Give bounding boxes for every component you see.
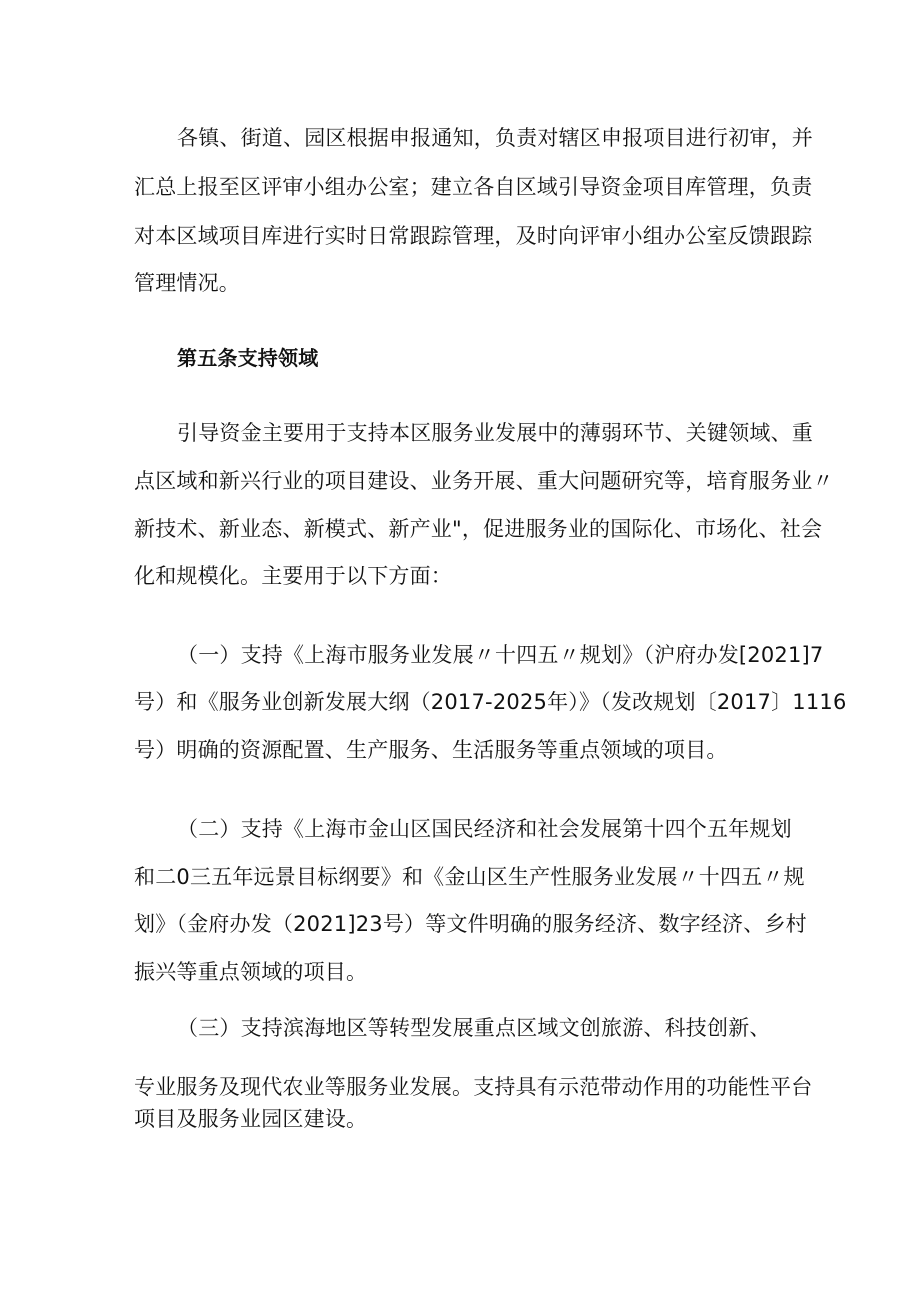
text-line: 划》（金府办发（2021]23号）等文件明确的服务经济、数字经济、乡村: [134, 912, 807, 936]
text-line: （二）支持《上海市金山区国民经济和社会发展第十四个五年规划: [177, 817, 792, 841]
text-line: 点区域和新兴行业的项目建设、业务开展、重大问题研究等，培育服务业〃: [134, 469, 834, 493]
text-line: 各镇、街道、园区根据申报通知，负责对辖区申报项目进行初审，并: [177, 126, 813, 150]
text-line: 化和规模化。主要用于以下方面：: [134, 564, 452, 588]
text-line: 和二0三五年远景目标纲要》和《金山区生产性服务业发展〃十四五〃规: [134, 865, 805, 889]
text-line: 号）明确的资源配置、生产服务、生活服务等重点领域的项目。: [134, 738, 728, 762]
text-line: 汇总上报至区评审小组办公室；建立各自区域引导资金项目库管理，负责: [134, 175, 813, 199]
text-line: （一）支持《上海市服务业发展〃十四五〃规划》（沪府办发[2021]7: [177, 643, 824, 667]
text-line: 振兴等重点领域的项目。: [134, 960, 368, 984]
text-line: 引导资金主要用于支持本区服务业发展中的薄弱环节、关键领域、重: [177, 421, 813, 445]
text-line: 对本区域项目库进行实时日常跟踪管理，及时向评审小组办公室反馈跟踪: [134, 224, 813, 248]
text-line: 专业服务及现代农业等服务业发展。支持具有示范带动作用的功能性平台: [134, 1075, 813, 1099]
text-line: 号）和《服务业创新发展大纲（2017-2025年）》（发改规划〔2017〕1116: [134, 690, 847, 714]
text-line: 新技术、新业态、新模式、新产业"，促进服务业的国际化、市场化、社会: [134, 517, 823, 541]
text-line: （三）支持滨海地区等转型发展重点区域文创旅游、科技创新、: [177, 1016, 771, 1040]
text-line: 管理情况。: [134, 271, 240, 295]
section-heading: 第五条支持领域: [177, 346, 319, 370]
text-line: 项目及服务业园区建设。: [134, 1107, 368, 1131]
